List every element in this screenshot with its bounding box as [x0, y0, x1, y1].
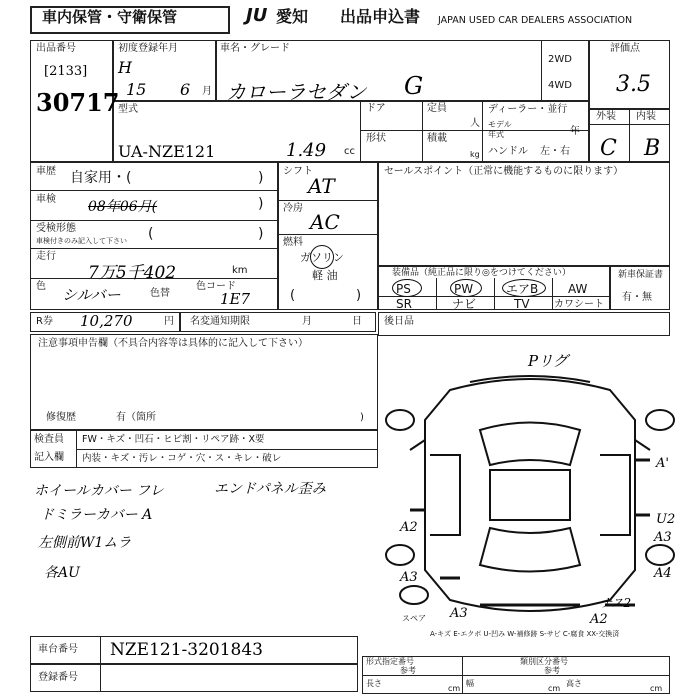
- mileage-value: 7万5千402: [88, 263, 177, 283]
- note-line-2: ドミラーカバー A: [40, 507, 153, 523]
- aircon-value: AC: [310, 210, 340, 234]
- equip-seat: カワシート: [554, 299, 604, 310]
- mileage-label: 走行: [36, 251, 56, 262]
- after-date-label: 後日品: [384, 316, 414, 327]
- reg-label: 初度登録年月: [118, 43, 178, 54]
- inspection-close: ): [258, 196, 264, 212]
- acceptance-note: 車検付きのみ記入して下さい: [36, 237, 127, 245]
- reg-era: H: [118, 58, 132, 77]
- reg-month: 6: [180, 80, 191, 99]
- shift-label: シフト: [283, 166, 313, 177]
- inspector-label-1: 検査員: [34, 434, 64, 445]
- org-name: 愛知: [276, 7, 309, 26]
- repair-close: ): [360, 412, 364, 423]
- height-label: 高さ: [566, 679, 582, 688]
- type-label: 型式: [118, 104, 138, 115]
- equip-tv: TV: [514, 297, 530, 311]
- exterior-grade: C: [600, 136, 617, 161]
- equip-airbag-circle: [502, 279, 546, 297]
- acceptance-label: 受検形態: [36, 223, 76, 234]
- note-line-1: ホイールカバー フレ: [34, 483, 164, 499]
- plate-label: 登録番号: [38, 672, 78, 683]
- equip-pw-circle: [450, 279, 482, 297]
- model-name-value: カローラセダン: [226, 80, 367, 104]
- model-name-label: 車名・グレード: [220, 43, 290, 54]
- notes-label: 注意事項申告欄（不具合内容等は具体的に記入して下さい）: [38, 338, 308, 349]
- eval-score: 3.5: [616, 72, 651, 97]
- mark-a3-bottom: A3: [450, 606, 468, 621]
- fuel-gasoline: ガソリン: [300, 251, 344, 264]
- handle-options: 左・右: [540, 146, 570, 157]
- history-value: 自家用・(: [70, 170, 132, 186]
- eval-label: 評価点: [610, 43, 640, 54]
- opt-2wd: 2WD: [548, 54, 572, 65]
- fuel-label: 燃料: [283, 237, 303, 248]
- spare-label: スペア: [402, 614, 426, 623]
- doors-label: ドア: [366, 103, 386, 114]
- handle-label: ハンドル: [488, 146, 528, 157]
- color-code-value: 1E7: [220, 290, 251, 308]
- damage-legend: A-キズ E-エクボ U-凹み W-補修跡 S-サビ C-腐食 XX-交換済: [430, 630, 620, 638]
- warranty-options: 有・無: [622, 292, 652, 303]
- load-label: 積載: [427, 133, 447, 144]
- repair-label: 修復歴: [46, 412, 76, 423]
- year-unit: 年: [570, 126, 580, 137]
- inspection-value: 08年06月(: [88, 199, 158, 215]
- acceptance-close: ): [258, 226, 264, 242]
- sales-point-label: セールスポイント（正常に機能するものに限ります）: [384, 166, 624, 177]
- warranty-label: 新車保証書: [618, 270, 664, 280]
- lot-label: 出品番号: [36, 43, 76, 54]
- equip-ps: PS: [396, 282, 411, 296]
- type-value: UA-NZE121: [118, 142, 216, 161]
- lot-number: 30717: [36, 88, 120, 117]
- lot-sub-number: [2133]: [44, 64, 88, 79]
- model-grade: G: [404, 72, 424, 100]
- form-title-en: JAPAN USED CAR DEALERS ASSOCIATION: [438, 15, 633, 26]
- equip-aw: AW: [568, 282, 588, 296]
- color-label: 色: [36, 281, 46, 292]
- category-ref: 参考: [544, 666, 560, 675]
- history-label: 車歴: [36, 166, 56, 177]
- width-label: 幅: [466, 679, 474, 688]
- equip-pw: PW: [454, 282, 474, 296]
- designation-ref: 参考: [400, 666, 416, 675]
- mark-nasu2: ナス2: [600, 596, 632, 610]
- length-label: 長さ: [366, 679, 382, 688]
- equipment-label: 装備品（純正品に限り◎をつけてください）: [392, 268, 571, 278]
- repair-value: 有（箇所: [116, 412, 156, 423]
- name-change-day: 日: [352, 316, 362, 327]
- after-date-block: [378, 312, 670, 336]
- height-unit: cm: [650, 684, 663, 693]
- length-unit: cm: [448, 684, 461, 693]
- color-change-label: 色替: [150, 288, 170, 299]
- reg-month-unit: 月: [202, 86, 212, 97]
- recycle-value: 10,270: [80, 312, 133, 330]
- exterior-label: 外装: [596, 111, 616, 122]
- mark-a1: A': [656, 456, 669, 471]
- inspector-row-1: FW・キズ・凹石・ヒビ割・リペア跡・X要: [82, 434, 265, 445]
- fuel-paren-close: ): [356, 288, 362, 303]
- shape-label: 形状: [366, 133, 386, 144]
- shift-value: AT: [308, 174, 335, 198]
- note-line-3: 左側前W1ムラ: [38, 535, 132, 551]
- capacity-unit: 人: [470, 118, 480, 129]
- mark-a2-bottom: A2: [590, 612, 608, 627]
- history-close: ): [258, 170, 264, 186]
- storage-label: 車内保管・守衛保管: [42, 8, 178, 26]
- equip-navi: ナビ: [452, 297, 477, 311]
- category-label: 類別区分番号: [520, 657, 568, 666]
- designation-label: 形式指定番号: [366, 657, 414, 666]
- recycle-unit: 円: [164, 316, 174, 327]
- equip-ps-circle: [392, 279, 422, 297]
- color-code-label: 色コード: [196, 281, 236, 292]
- reg-year: 15: [126, 80, 147, 99]
- chassis-value: NZE121-3201843: [110, 640, 263, 660]
- plate-block: [30, 664, 358, 692]
- load-unit: kg: [470, 150, 480, 159]
- gasoline-circle: [310, 245, 334, 269]
- mark-a3-right: A3: [654, 530, 672, 545]
- mark-a4: A4: [654, 566, 672, 581]
- inspection-label: 車検: [36, 194, 56, 205]
- car-diagram: [380, 360, 680, 630]
- dealer-label: ディーラー・並行: [488, 104, 568, 115]
- fuel-paren-open: (: [290, 288, 296, 303]
- interior-label: 内装: [636, 111, 656, 122]
- inspector-row-2: 内装・キズ・汚レ・コゲ・穴・ス・キレ・破レ: [82, 453, 282, 464]
- end-panel-note: エンドパネル歪み: [214, 481, 326, 497]
- form-title: 出品申込書: [340, 7, 421, 26]
- mark-u2: U2: [656, 512, 676, 527]
- aircon-label: 冷房: [283, 203, 303, 214]
- mark-a2-left: A2: [400, 520, 418, 535]
- inspector-label-2: 記入欄: [34, 452, 64, 463]
- plug-label: Pリグ: [528, 352, 568, 370]
- chassis-label: 車台番号: [38, 644, 78, 655]
- mileage-unit: km: [232, 265, 248, 276]
- fuel-diesel: 軽 油: [312, 269, 338, 282]
- equip-sr: SR: [396, 297, 412, 311]
- capacity-label: 定員: [427, 103, 447, 114]
- mark-a3-left: A3: [400, 570, 418, 585]
- name-change-month: 月: [302, 316, 312, 327]
- displacement: 1.49: [286, 140, 327, 161]
- name-change-label: 名変通知期限: [190, 316, 250, 327]
- equip-airbag: エアB: [506, 282, 539, 296]
- model-year-label: モデル年式: [488, 120, 512, 139]
- note-line-4: 各AU: [44, 565, 80, 581]
- interior-grade: B: [644, 136, 661, 161]
- ju-logo: JU: [246, 5, 268, 26]
- opt-4wd: 4WD: [548, 80, 572, 91]
- recycle-label: R券: [36, 316, 53, 327]
- cc-unit: cc: [344, 146, 355, 157]
- width-unit: cm: [548, 684, 561, 693]
- color-value: シルバー: [62, 286, 121, 304]
- acceptance-open: (: [148, 226, 154, 242]
